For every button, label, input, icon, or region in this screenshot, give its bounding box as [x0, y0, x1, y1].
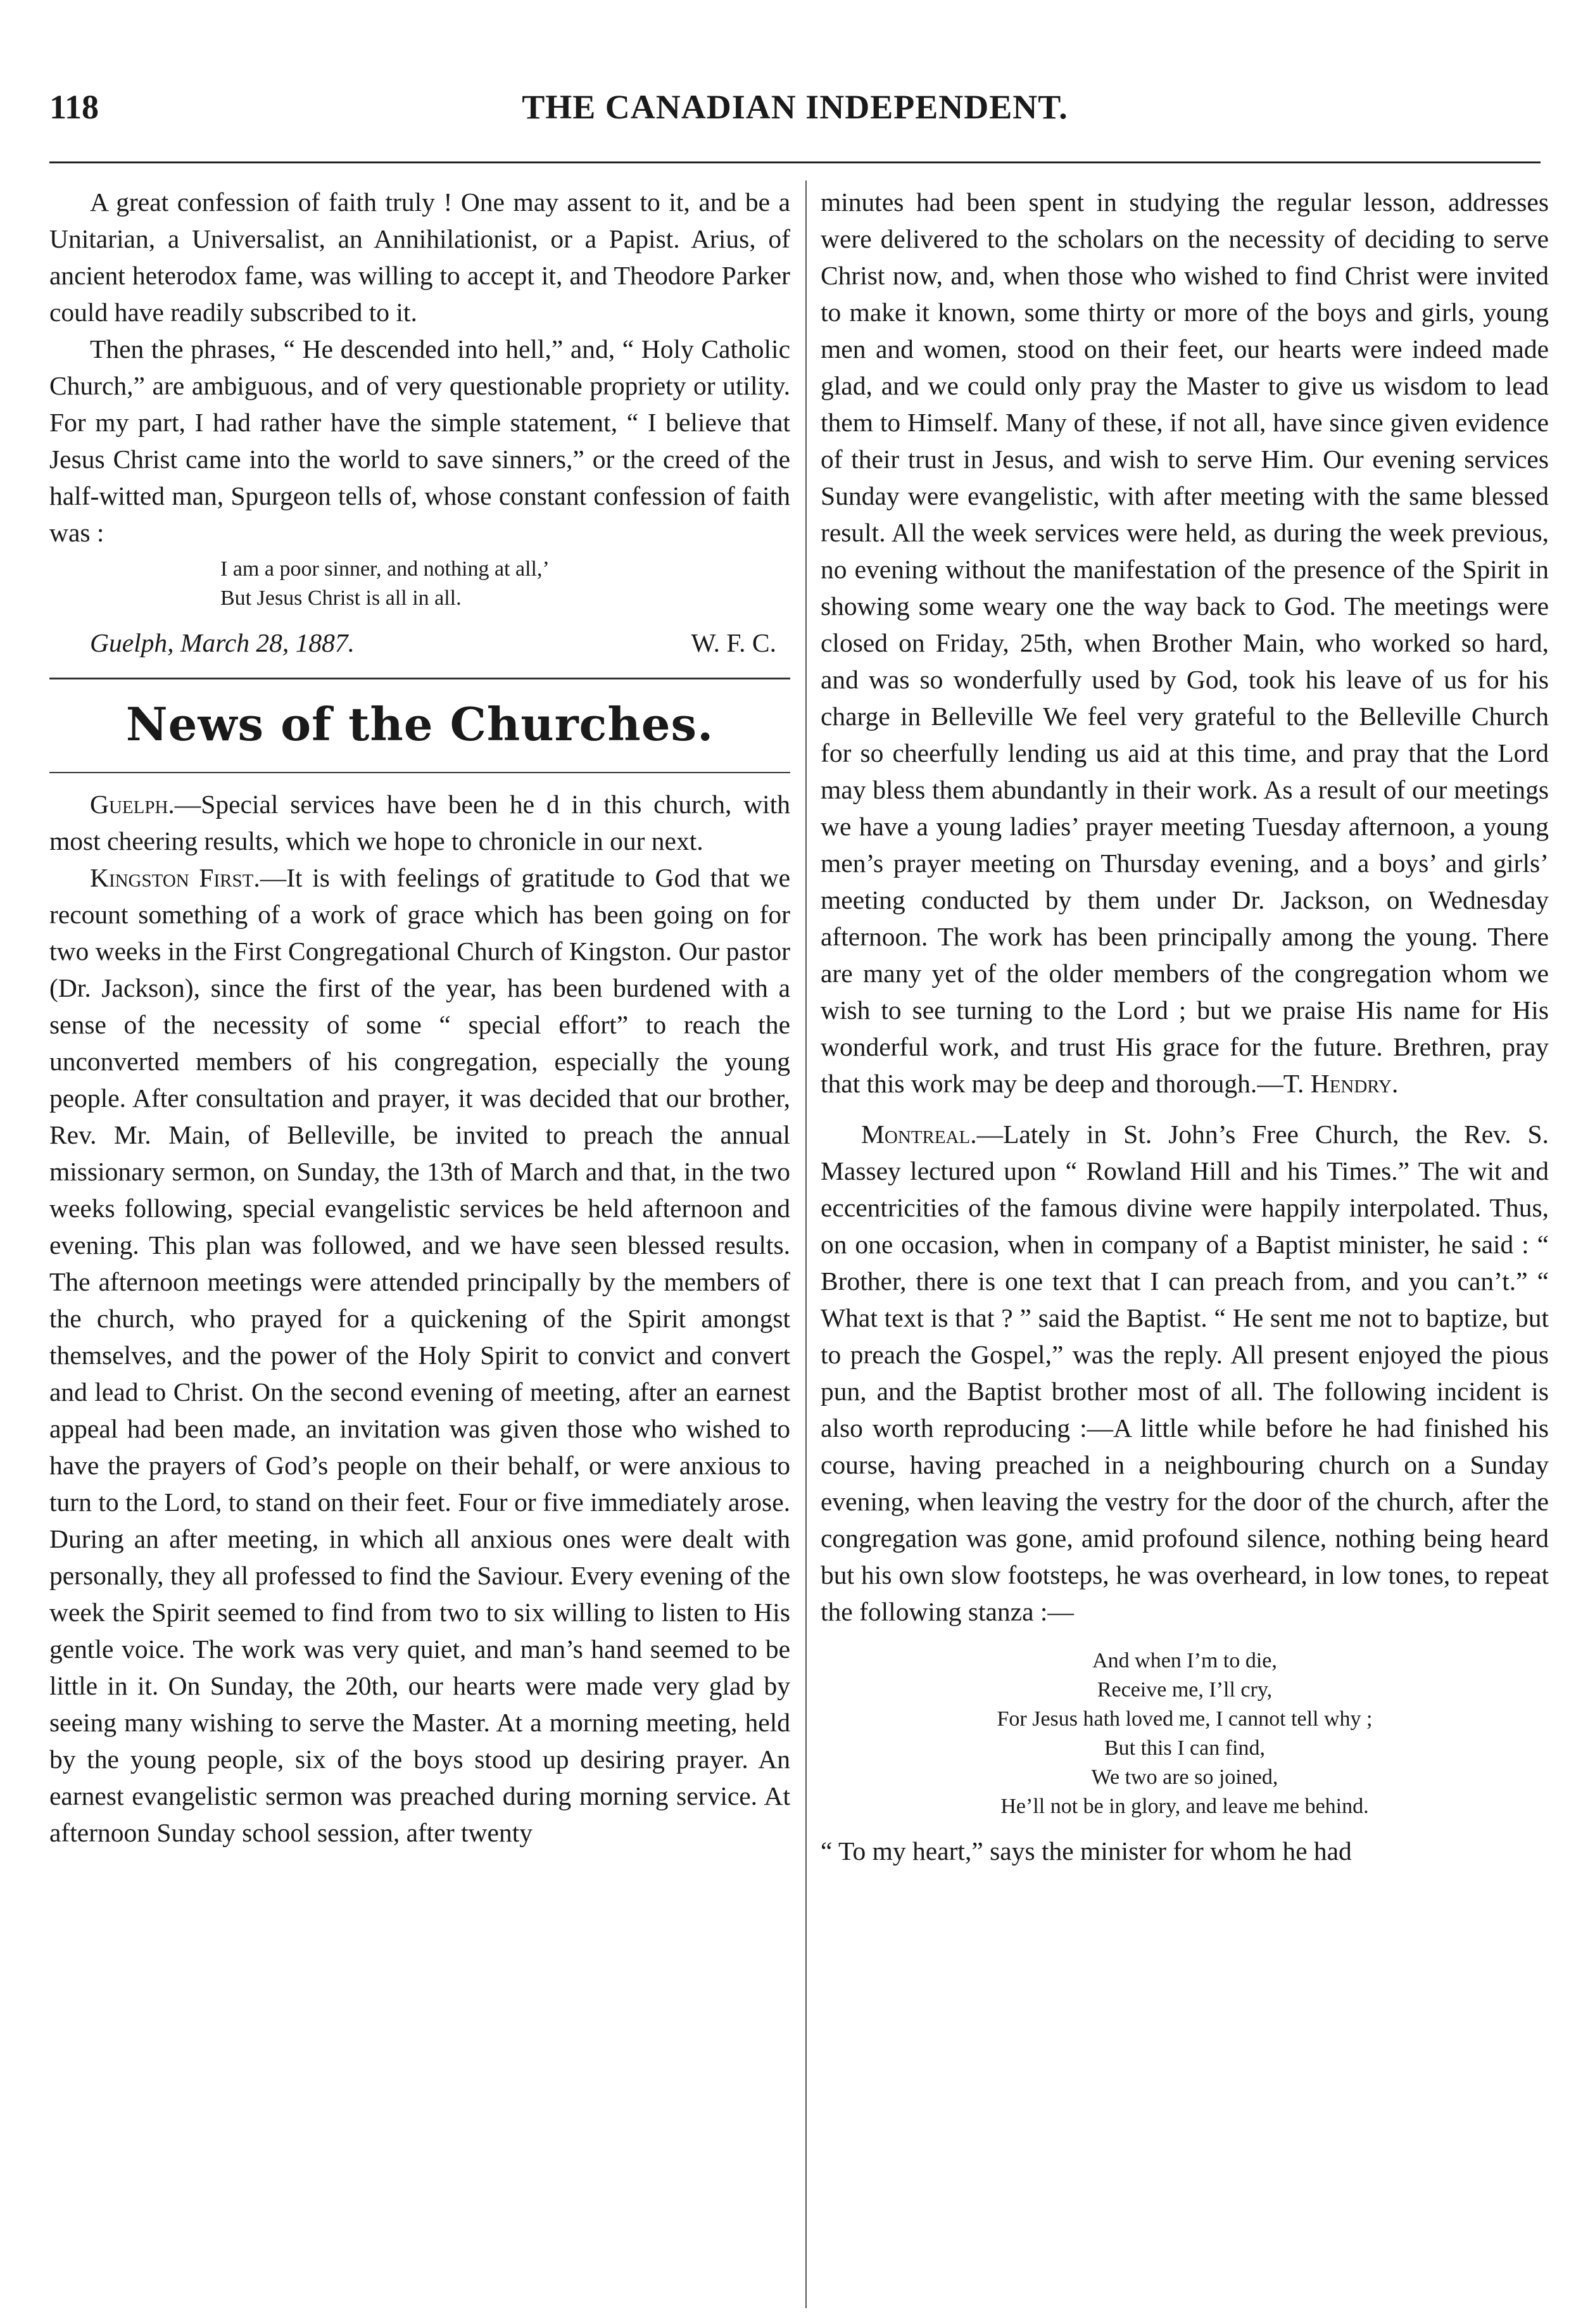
kingston-lead: Kingston First.: [90, 863, 260, 892]
kingston-text: —It is with feelings of gratitude to God that we recount something of a work of grace which has been going on for two weeks in the First Congregational Church of Kingston. Our pastor (Dr. Jackson), since the first of the year, has been burdened with a sense of the necessity of some “ special effort” to reach the unconverted members of his congregation, especially the young people. After consultation and prayer, it was decided that our brother, Rev. Mr. Main, of Belleville, be invited to preach the annual missionary sermon, on Sunday, the 13th of March and that, in the two weeks following, special evangelistic services be held afternoon and evening. This plan was followed, and we have seen blessed results. The afternoon meetings were attended principally by the members of the church, who prayed for a quickening of the Spirit amongst themselves, and the power of the Holy Spirit to convict and convert and lead to Christ. On the second evening of meeting, after an earnest appeal had been made, an invitation was given those who wished to have the prayers of God’s people on their behalf, or were anxious to turn to the Lord, to stand on their feet. Four or five immediately arose. During an after meeting, in which all anxious ones were dealt with personally, they all professed to find the Saviour. Every evening of the week the Spirit seemed to find from two to six willing to listen to His gentle voice. The work was very quiet, and man’s hand seemed to be little in it. On Sunday, the 20th, our hearts were made very glad by seeing many wishing to serve the Master. At a morning meeting, held by the young people, six of the boys stood up desiring prayer. An earnest evangelistic sermon was preached during morning service. At afternoon Sunday school session, after twenty: [49, 863, 790, 1847]
poem-line: We two are so joined,: [1091, 1765, 1278, 1789]
kingston-continued-text: minutes had been spent in studying the regular lesson, addresses were delivered to the scholars on the necessity of deciding to serve Christ now, and, when those who wished to find Christ were invited to make it known, some thirty or more of the boys and girls, young men and women, stood on their feet, our hearts were indeed made glad, and we could only pray the Master to give us wisdom to lead them to Himself. Many of these, if not all, have since given evidence of their trust in Jesus, and wish to serve Him. Our evening services Sunday were evangelistic, with after meeting with the same blessed result. All the week services were held, as during the week previous, no evening without the manifestation of the presence of the Spirit in showing some weary one the way back to God. The meetings were closed on Friday, 25th, when Brother Main, who worked so hard, and was so wonderfully used by God, took his leave of us for his charge in Belleville We feel very grateful to the Belleville Church for so cheerfully lending us aid at this time, and pray that the Lord may bless them abundantly in their work. As a result of our meetings we have a young ladies’ prayer meeting Tuesday afternoon, a young men’s prayer meeting on Thursday evening, and a boys’ and girls’ meeting conducted by them under Dr. Jackson, on Wednesday afternoon. The work has been principally among the young. There are many yet of the older members of the congregation whom we wish to see turning to the Lord ; but we praise His name for His wonderful work, and trust His grace for the future. Brethren, pray that this work may be deep and thorough.—T.: [821, 187, 1549, 1098]
right-column: [821, 184, 1549, 1869]
poem-stanza: [821, 1646, 1549, 1821]
poem-line: He’ll not be in glory, and leave me behind.: [1000, 1795, 1369, 1818]
poem-line: And when I’m to die,: [1092, 1649, 1277, 1672]
signoff-initials: W. F. C.: [691, 628, 776, 657]
spurgeon-quote: [49, 555, 790, 613]
kingston-continued: [821, 184, 1549, 1102]
left-column: [49, 184, 790, 1851]
page-header: [49, 87, 1541, 144]
guelph-text: —Special services have been he d in this church, with most cheering results, which we hope to chronicle in our next.: [49, 790, 790, 856]
section-rule: [49, 678, 790, 679]
section-heading-rule: [49, 772, 790, 773]
quote-line: But Jesus Christ is all in all.: [220, 586, 462, 610]
letter-signoff: [49, 624, 790, 664]
kingston-item: [49, 859, 790, 1851]
signoff-place-date: Guelph, March 28, 1887.: [90, 628, 355, 657]
guelph-item: [49, 786, 790, 859]
montreal-item: [821, 1116, 1549, 1630]
poem-line: For Jesus hath loved me, I cannot tell why ;: [997, 1707, 1373, 1731]
column-divider: [805, 180, 807, 2308]
kingston-signature: Hendry.: [1310, 1069, 1399, 1098]
closing-line: “ To my heart,” says the minister for whom he had: [821, 1836, 1352, 1866]
guelph-lead: Guelph.: [90, 790, 175, 819]
quote-line: I am a poor sinner, and nothing at all,’: [220, 557, 550, 581]
montreal-text: —Lately in St. John’s Free Church, the Rev. S. Massey lectured upon “ Rowland Hill and his Times.” The wit and eccentricities of the famous divine were happily interpolated. Thus, on one occasion, when in company of a Baptist minister, he said : “ Brother, there is one text that I can preach from, and you can’t.” “ What text is that ? ” said the Baptist. “ He sent me not to baptize, but to preach the Gospel,” was the reply. All present enjoyed the pious pun, and the Baptist brother most of all. The following incident is also worth reproducing :—A little while before he had finished his course, having preached in a neighbouring church on a Sunday evening, when leaving the vestry for the door of the church, after the congregation was gone, amid profound silence, nothing being heard but his own slow footsteps, he was overheard, in low tones, to repeat the following stanza :—: [821, 1120, 1549, 1626]
section-heading: News of the Churches.: [125, 697, 714, 751]
montreal-lead: Montreal.: [861, 1120, 977, 1149]
header-rule: [49, 161, 1541, 163]
poem-line: Receive me, I’ll cry,: [1097, 1678, 1273, 1702]
page-number: 118: [49, 88, 99, 126]
poem-line: But this I can find,: [1104, 1736, 1266, 1760]
phrases-paragraph: Then the phrases, “ He descended into hell,” and, “ Holy Catholic Church,” are ambiguous, and of very questionable propriety or utility. For my part, I had rather have the simple statement, “ I believe that Jesus Christ came into the world to save sinners,” or the creed of the half-witted man, Spurgeon tells of, whose constant confession of faith was :: [49, 334, 790, 547]
confession-paragraph: A great confession of faith truly ! One may assent to it, and be a Unitarian, a Universalist, an Annihilationist, or a Papist. Arius, of ancient heterodox fame, was willing to accept it, and Theodore Parker could have readily subscribed to it.: [49, 187, 790, 327]
running-title: THE CANADIAN INDEPENDENT.: [522, 88, 1068, 126]
